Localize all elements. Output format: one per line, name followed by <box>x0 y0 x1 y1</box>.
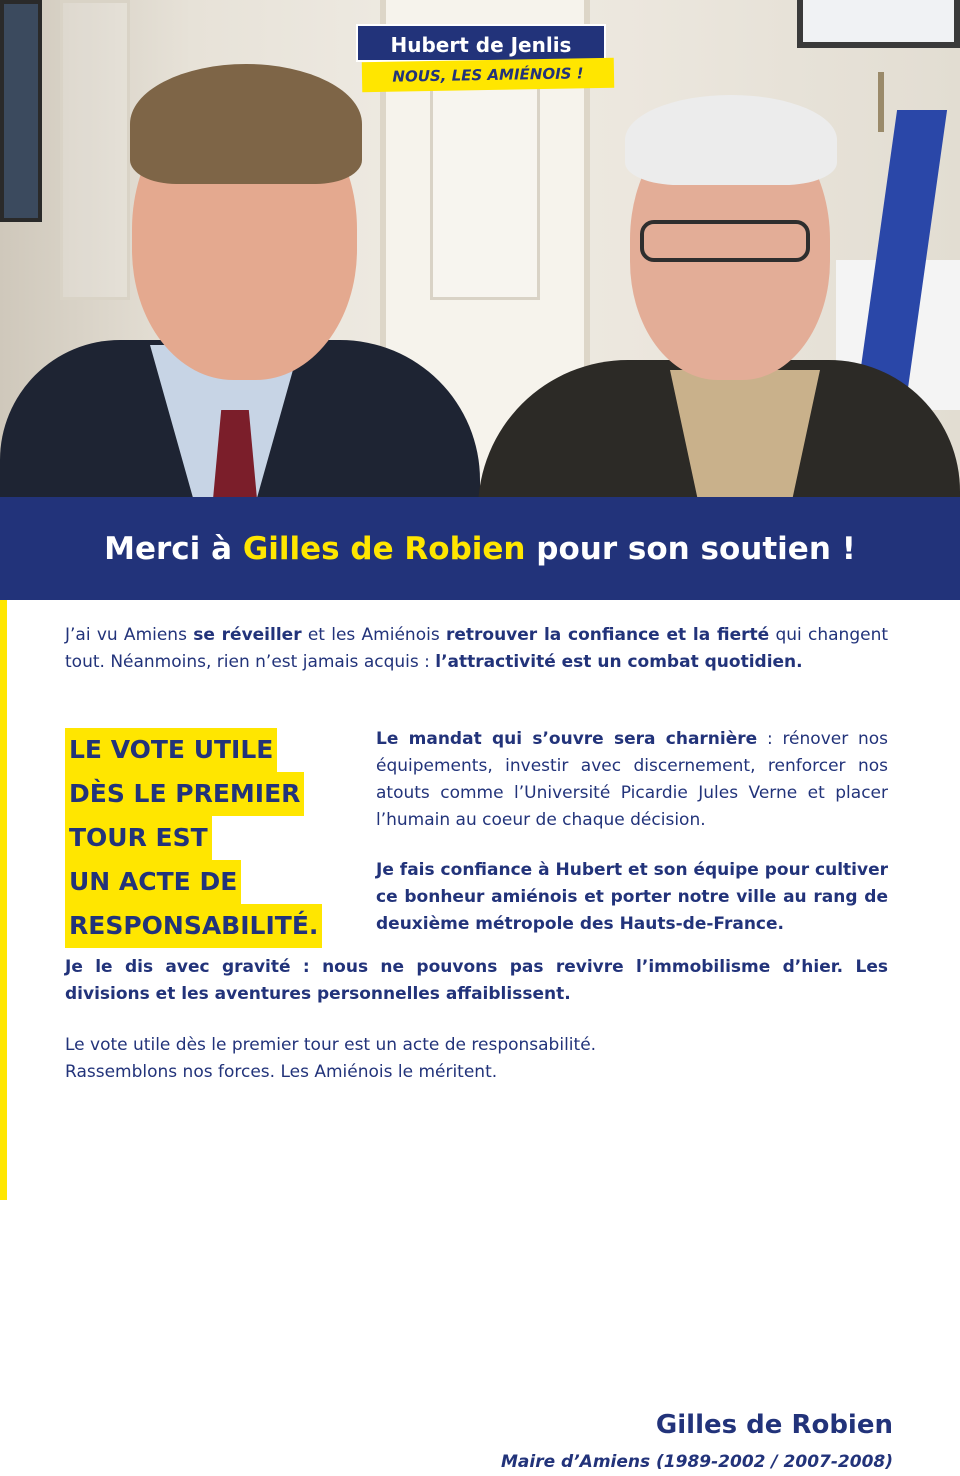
wall-painting <box>0 0 42 222</box>
p1-text-3: qui changent tout. Néanmoins, rien n’est jamais acquis : <box>65 625 889 672</box>
paragraph-2 <box>376 726 888 834</box>
paragraph-3 <box>376 857 888 938</box>
logo-name: Hubert de Jenlis <box>356 24 606 62</box>
signature-name: Gilles de Robien <box>655 1410 893 1440</box>
p3-bold: Je fais confiance à Hubert et son équipe pour cultiver ce bonheur amiénois et porter notre ville au rang de deuxième métropole des Hauts-de-France. <box>376 860 888 934</box>
logo-slogan: NOUS, LES AMIÉNOIS ! <box>362 58 614 92</box>
p1-text-2: et les Amiénois <box>301 625 446 645</box>
accent-rule <box>0 600 7 1200</box>
pull-quote-line: LE VOTE UTILE <box>65 728 277 772</box>
p5-line-1: Le vote utile dès le premier tour est un acte de responsabilité. <box>65 1035 597 1055</box>
wall-frame <box>797 0 960 48</box>
headline-band <box>0 497 960 600</box>
headline-before: Merci à <box>104 530 243 567</box>
p1-bold-3: l’attractivité est un combat quotidien. <box>435 652 803 672</box>
p2-text: : rénover nos équipements, investir avec discernement, renforcer nos atouts comme l’Université Picardie Jules Verne et placer l’humain au coeur de chaque décision. <box>376 729 889 830</box>
letter-body <box>65 600 893 1472</box>
p1-bold-1: se réveiller <box>193 625 302 645</box>
p1-bold-2: retrouver la confiance et la fierté <box>445 625 770 645</box>
p4-bold: Je le dis avec gravité : nous ne pouvons pas revivre l’immobilisme d’hier. Les divisions et les aventures personnelles affaiblissent. <box>65 957 888 1004</box>
pull-quote-line: DÈS LE PREMIER <box>65 772 304 816</box>
wall-molding <box>60 0 130 300</box>
paragraph-5 <box>65 1032 888 1086</box>
right-column <box>376 726 888 938</box>
headline-after: pour son soutien ! <box>525 530 856 567</box>
headline <box>104 531 856 567</box>
signature-role: Maire d’Amiens (1989-2002 / 2007-2008) <box>501 1452 893 1472</box>
headline-highlight: Gilles de Robien <box>242 530 526 567</box>
pull-quote <box>65 728 365 948</box>
p1-text-1: J’ai vu Amiens <box>65 625 194 645</box>
p5-line-2: Rassemblons nos forces. Les Amiénois le méritent. <box>65 1062 498 1082</box>
campaign-logo <box>352 24 614 92</box>
pull-quote-line: TOUR EST <box>65 816 212 860</box>
pull-quote-line: RESPONSABILITÉ. <box>65 904 322 948</box>
paragraph-4 <box>65 954 888 1008</box>
pull-quote-line: UN ACTE DE <box>65 860 241 904</box>
paragraph-1 <box>65 622 888 676</box>
signature <box>501 1408 893 1476</box>
p2-bold: Le mandat qui s’ouvre sera charnière <box>376 729 758 749</box>
